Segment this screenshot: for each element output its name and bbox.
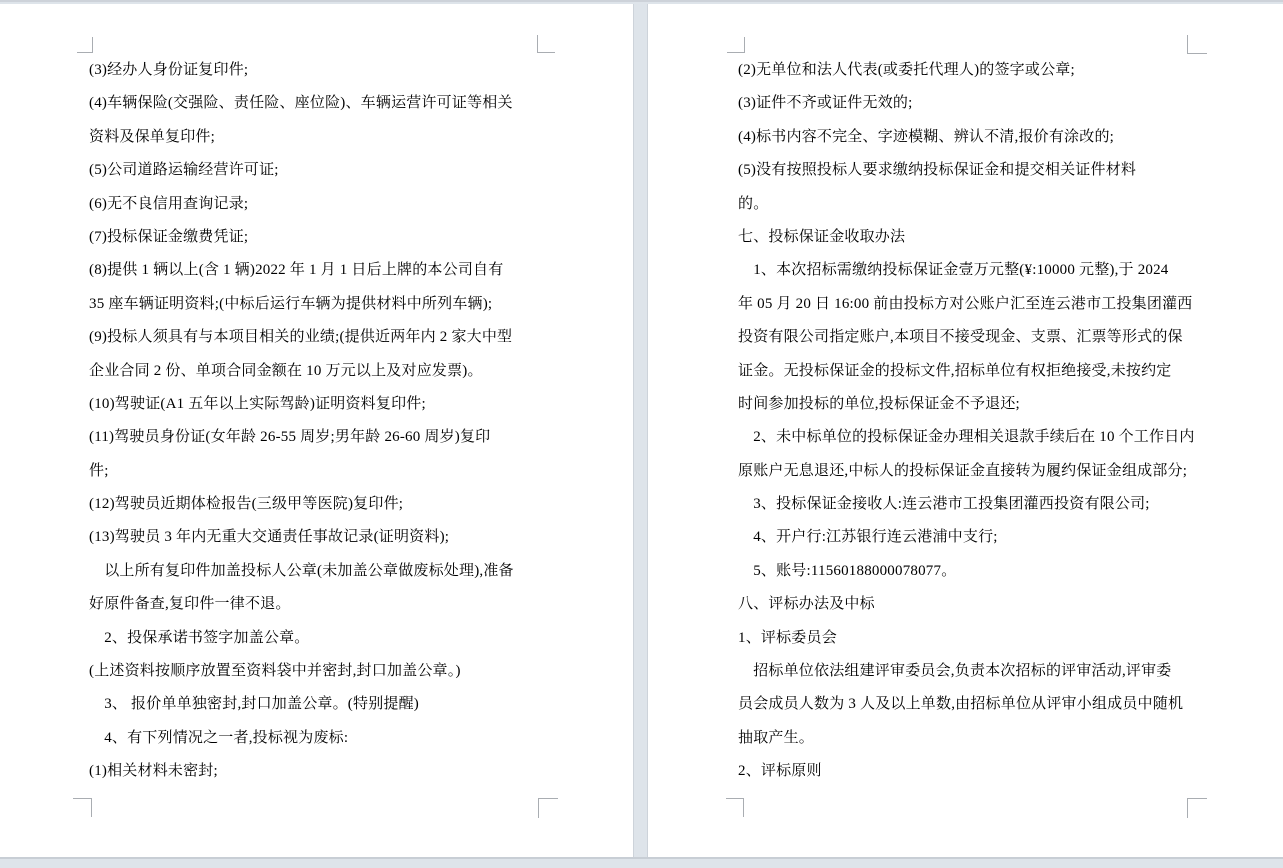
text-line: (上述资料按顺序放置至资料袋中并密封,封口加盖公章。)	[89, 663, 461, 680]
text-line: (11)驾驶员身份证(女年龄 26-55 周岁;男年龄 26-60 周岁)复印	[89, 429, 491, 446]
text-line: 七、投标保证金收取办法	[738, 228, 906, 245]
text-boundary-mark-bottom-left	[726, 798, 744, 817]
text-line: 4、开户行:江苏银行连云港浦中支行;	[738, 529, 998, 546]
canvas-top-edge	[0, 0, 1283, 2]
text-line: 年 05 月 20 日 16:00 前由投标方对公账户汇至连云港市工投集团灌西	[738, 295, 1193, 312]
text-line: (4)标书内容不完全、字迹模糊、辨认不清,报价有涂改的;	[738, 128, 1115, 145]
text-line: (1)相关材料未密封;	[89, 763, 218, 780]
page-right-text	[738, 54, 1238, 789]
text-line: 资料及保单复印件;	[89, 128, 215, 145]
text-boundary-mark-top-left	[727, 37, 745, 53]
text-line: 抽取产生。	[738, 729, 815, 746]
page-gap	[633, 4, 648, 857]
text-line: (9)投标人须具有与本项目相关的业绩;(提供近两年内 2 家大中型	[89, 329, 513, 346]
text-line: 企业合同 2 份、单项合同金额在 10 万元以上及对应发票)。	[89, 362, 483, 379]
text-line: 3、 报价单单独密封,封口加盖公章。(特别提醒)	[89, 696, 419, 713]
text-boundary-mark-top-right	[1187, 35, 1207, 54]
text-line: (5)没有按照投标人要求缴纳投标保证金和提交相关证件材料	[738, 162, 1137, 179]
text-boundary-mark-top-right	[537, 35, 555, 53]
text-line: (12)驾驶员近期体检报告(三级甲等医院)复印件;	[89, 496, 404, 513]
text-line: 2、评标原则	[738, 763, 822, 780]
text-line: (10)驾驶证(A1 五年以上实际驾龄)证明资料复印件;	[89, 395, 426, 412]
text-line: 员会成员人数为 3 人及以上单数,由招标单位从评审小组成员中随机	[738, 696, 1184, 713]
text-line: 35 座车辆证明资料;(中标后运行车辆为提供材料中所列车辆);	[89, 295, 493, 312]
text-line: 件;	[89, 462, 109, 479]
text-boundary-mark-bottom-left	[73, 798, 92, 817]
text-line: 好原件备查,复印件一律不退。	[89, 596, 291, 613]
page-right	[648, 4, 1283, 857]
text-line: (2)无单位和法人代表(或委托代理人)的签字或公章;	[738, 62, 1075, 78]
text-line: (7)投标保证金缴费凭证;	[89, 228, 249, 245]
text-boundary-mark-bottom-right	[1187, 798, 1207, 818]
text-line: 5、账号:11560188000078077。	[738, 562, 957, 579]
text-boundary-mark-bottom-right	[538, 798, 558, 818]
text-line: (3)经办人身份证复印件;	[89, 62, 249, 78]
text-line: 证金。无投标保证金的投标文件,招标单位有权拒绝接受,未按约定	[738, 362, 1172, 379]
text-line: 以上所有复印件加盖投标人公章(未加盖公章做废标处理),准备	[89, 562, 514, 579]
text-line: 时间参加投标的单位,投标保证金不予退还;	[738, 395, 1020, 412]
text-line: 1、本次招标需缴纳投标保证金壹万元整(¥:10000 元整),于 2024	[738, 262, 1169, 279]
text-line: 招标单位依法组建评审委员会,负责本次招标的评审活动,评审委	[738, 663, 1172, 680]
page-left-text	[89, 54, 564, 789]
text-line: (4)车辆保险(交强险、责任险、座位险)、车辆运营许可证等相关	[89, 95, 513, 112]
text-line: (6)无不良信用查询记录;	[89, 195, 249, 212]
text-line: 投资有限公司指定账户,本项目不接受现金、支票、汇票等形式的保	[738, 329, 1183, 346]
text-line: 原账户无息退还,中标人的投标保证金直接转为履约保证金组成部分;	[738, 462, 1188, 479]
text-line: 2、投保承诺书签字加盖公章。	[89, 629, 310, 646]
text-line: 1、评标委员会	[738, 629, 837, 646]
text-line: (3)证件不齐或证件无效的;	[738, 95, 913, 112]
text-line: 的。	[738, 195, 769, 212]
text-boundary-mark-top-left	[77, 37, 93, 53]
text-line: (5)公司道路运输经营许可证;	[89, 162, 279, 179]
text-line: 4、有下列情况之一者,投标视为废标:	[89, 729, 349, 746]
text-line: 2、未中标单位的投标保证金办理相关退款手续后在 10 个工作日内	[738, 429, 1195, 446]
canvas-bottom-edge	[0, 857, 1283, 859]
text-line: 八、评标办法及中标	[738, 596, 875, 613]
page-left	[0, 4, 633, 857]
text-line: (8)提供 1 辆以上(含 1 辆)2022 年 1 月 1 日后上牌的本公司自有	[89, 262, 504, 279]
text-line: (13)驾驶员 3 年内无重大交通责任事故记录(证明资料);	[89, 529, 450, 546]
text-line: 3、投标保证金接收人:连云港市工投集团灌西投资有限公司;	[738, 496, 1150, 513]
